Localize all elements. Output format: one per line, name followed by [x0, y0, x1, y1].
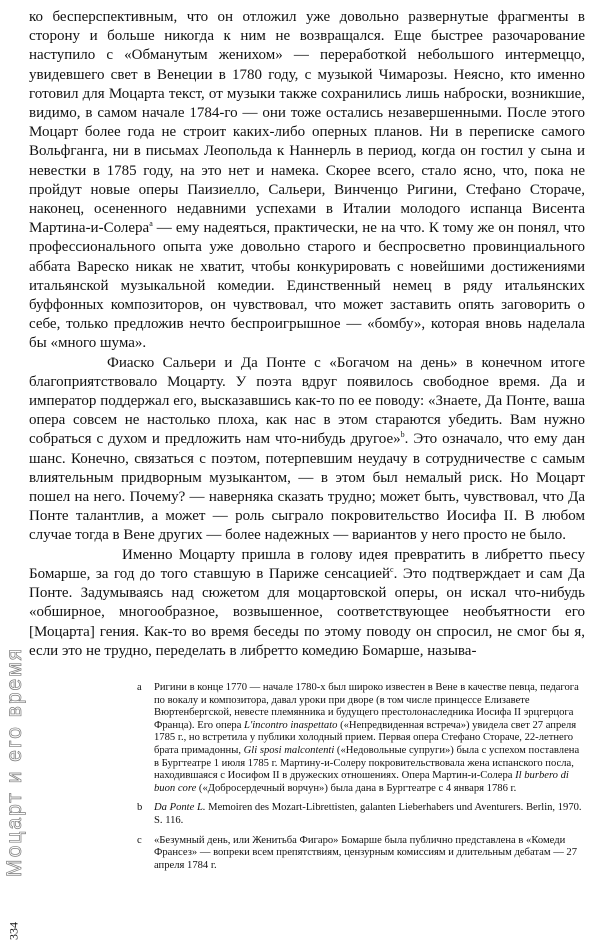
footnote-text: «Безумный день, или Женитьба Фигаро» Бомарше была публично представлена в «Комеди Франсез» — вопреки всем препятствиям, цензурным комиссиям и длительным дебатам — 27 апреля 1784 г.	[154, 834, 578, 871]
footnote-italic: Il burbero di buon core	[154, 770, 569, 794]
footnotes	[137, 682, 582, 879]
footnote-marker: a	[137, 682, 142, 693]
paragraph-2-text-end: . Это означало, что ему дан шанс. Конечно, связаться с поэтом, потерпевшим неудачу в сотрудничестве с самым влиятельным придворным музыкантом, — в этом был немалый риск. Но Моцарт пошел на него. Почему? — наверняка сказать трудно; может быть, чувствовал, что Да Понте талантлив, а может — роль сыграло покровительство Иосифа II. В любом случае тогда в Вене других — более надежных — вариантов у него просто не было.	[29, 431, 585, 544]
paragraph-1-text-end: — ему надеяться, практически, не на что. К тому же он понял, что профессионального опыта уже довольно старого и беспросветно провинциального аббата Вареско никак не хватит, чтобы конкурировать с новейшими достижениями итальянской музыкальной комедии. Единственный немец в ряду итальянских буффонных композиторов, он чувствовал, что может заставить опять заговорить о себе, только предложив нечто беспроигрышное — «бомбу», которая вновь наделала бы «много шума».	[29, 220, 585, 352]
footnote-ref-a[interactable]: a	[149, 219, 153, 229]
footnote-a	[137, 682, 582, 795]
footnote-marker: c	[137, 834, 142, 846]
paragraph-3	[29, 546, 585, 661]
paragraph-1-text: ко бесперспективным, что он отложил уже довольно развернутые фрагменты в сторону и больше никогда к ним не возвращался. Еще быстрее разочарование наступило с «Обманутым женихом» — переработкой небольшого интермеццо, увидевшего свет в Венеции в 1780 году, с музыкой Чимарозы. Неясно, кто именно готовил для Моцарта текст, от музыки также сохранились лишь наброски, возникшие, видимо, в самом начале 1784-го — они тоже остались незавершенными. После этого Моцарт более года не строит каких-либо оперных планов. Ни в переписке самого Вольфганга, ни в письмах Леопольда к Наннерль в период, когда он гостил у сына и невестки в 1785 году, на это нет и намека. Скорее всего, стало ясно, что, пока не пройдут новые оперы Паизиелло, Сальери, Винченцо Ригини, Стефано Сторачe, наконец, осененного недавними успехами в Италии молодого испанца Висента Мартина-и-Солера	[29, 9, 585, 237]
running-title-text: Моцарт и его время	[3, 646, 26, 878]
footnote-b	[137, 802, 582, 827]
page-number	[8, 916, 20, 946]
footnote-ref-b[interactable]: b	[400, 430, 405, 440]
footnote-text: Ригини в конце 1770 — начале 1780-х был широко известен в Вене в качестве певца, педагога по вокалу и композитора, давал уроки при дворе (в том числе принцессе Елизавете Вюртенбергской, невесте племянника и будущего престолонаследника Иосифа II эрцгерцога Франца). Его опера	[154, 682, 579, 731]
footnote-italic: Da Ponte L.	[154, 802, 206, 814]
footnote-marker: b	[137, 802, 143, 814]
paragraph-2-text: Фиаско Сальери и Да Понте с «Богачом на день» в конечном итоге благоприятствовало Моцарту. У поэта вдруг появилось свободное время. Да и император поддержал его, высказавшись как-то по ее поводу: «Знаете, Да Понте, ваша опера совсем не настолько плоха, как нас в этом стараются убедить. Вам нужно собраться с духом и предложить нам что-нибудь другое»	[29, 354, 585, 448]
running-title	[4, 612, 26, 912]
footnote-text: («Недовольные супруги») была с успехом поставлена в Бургтеатре 1 июля 1785 г. Мартину-и-Солеру покровительствовала жена испанского посла, находившаяся с Иосифом II в дружеских отношениях. Опера Мартин-и-Солера	[154, 744, 580, 782]
paragraph-2	[29, 354, 585, 546]
paragraph-3-text-end: . Это подтверждает и сам Да Понте. Задумываясь над сюжетом для моцартовской оперы, он искал что-нибудь «обширное, многообразное, возвышенное, соответствующее необъятности его [Моцарта] гения. Как-то во время беседы по этому поводу он спросил, не смог бы я, если это не трудно, переделать в либретто комедию Бомарше, называ-	[29, 565, 586, 659]
page-number-text: 334	[6, 922, 21, 940]
footnote-italic: L'incontro inaspettato	[244, 719, 338, 731]
footnote-text: («Добросердечный ворчун») была дана в Бургтеатре с 4 января 1786 г.	[196, 782, 517, 794]
footnote-italic: Gli sposi malcontenti	[243, 744, 335, 756]
footnote-ref-c[interactable]: c	[390, 564, 394, 574]
footnote-text: («Непредвиденная встреча») увидела свет 27 апреля 1785 г., но встретила у публики холодный прием. Первая опера Стефано Сторачe, 22-летнего брата примадонны,	[154, 719, 577, 756]
main-text	[29, 8, 585, 661]
paragraph-1	[29, 8, 585, 354]
footnote-text: Memoiren des Mozart-Librettisten, galanten Lieberhabers und Aventurers. Berlin, 1970. S. 116.	[154, 802, 582, 826]
footnote-c	[137, 834, 582, 873]
paragraph-3-text: Именно Моцарту пришла в голову идея превратить в либретто пьесу Бомарше, за год до того ставшую в Париже сенсацией	[29, 546, 585, 582]
